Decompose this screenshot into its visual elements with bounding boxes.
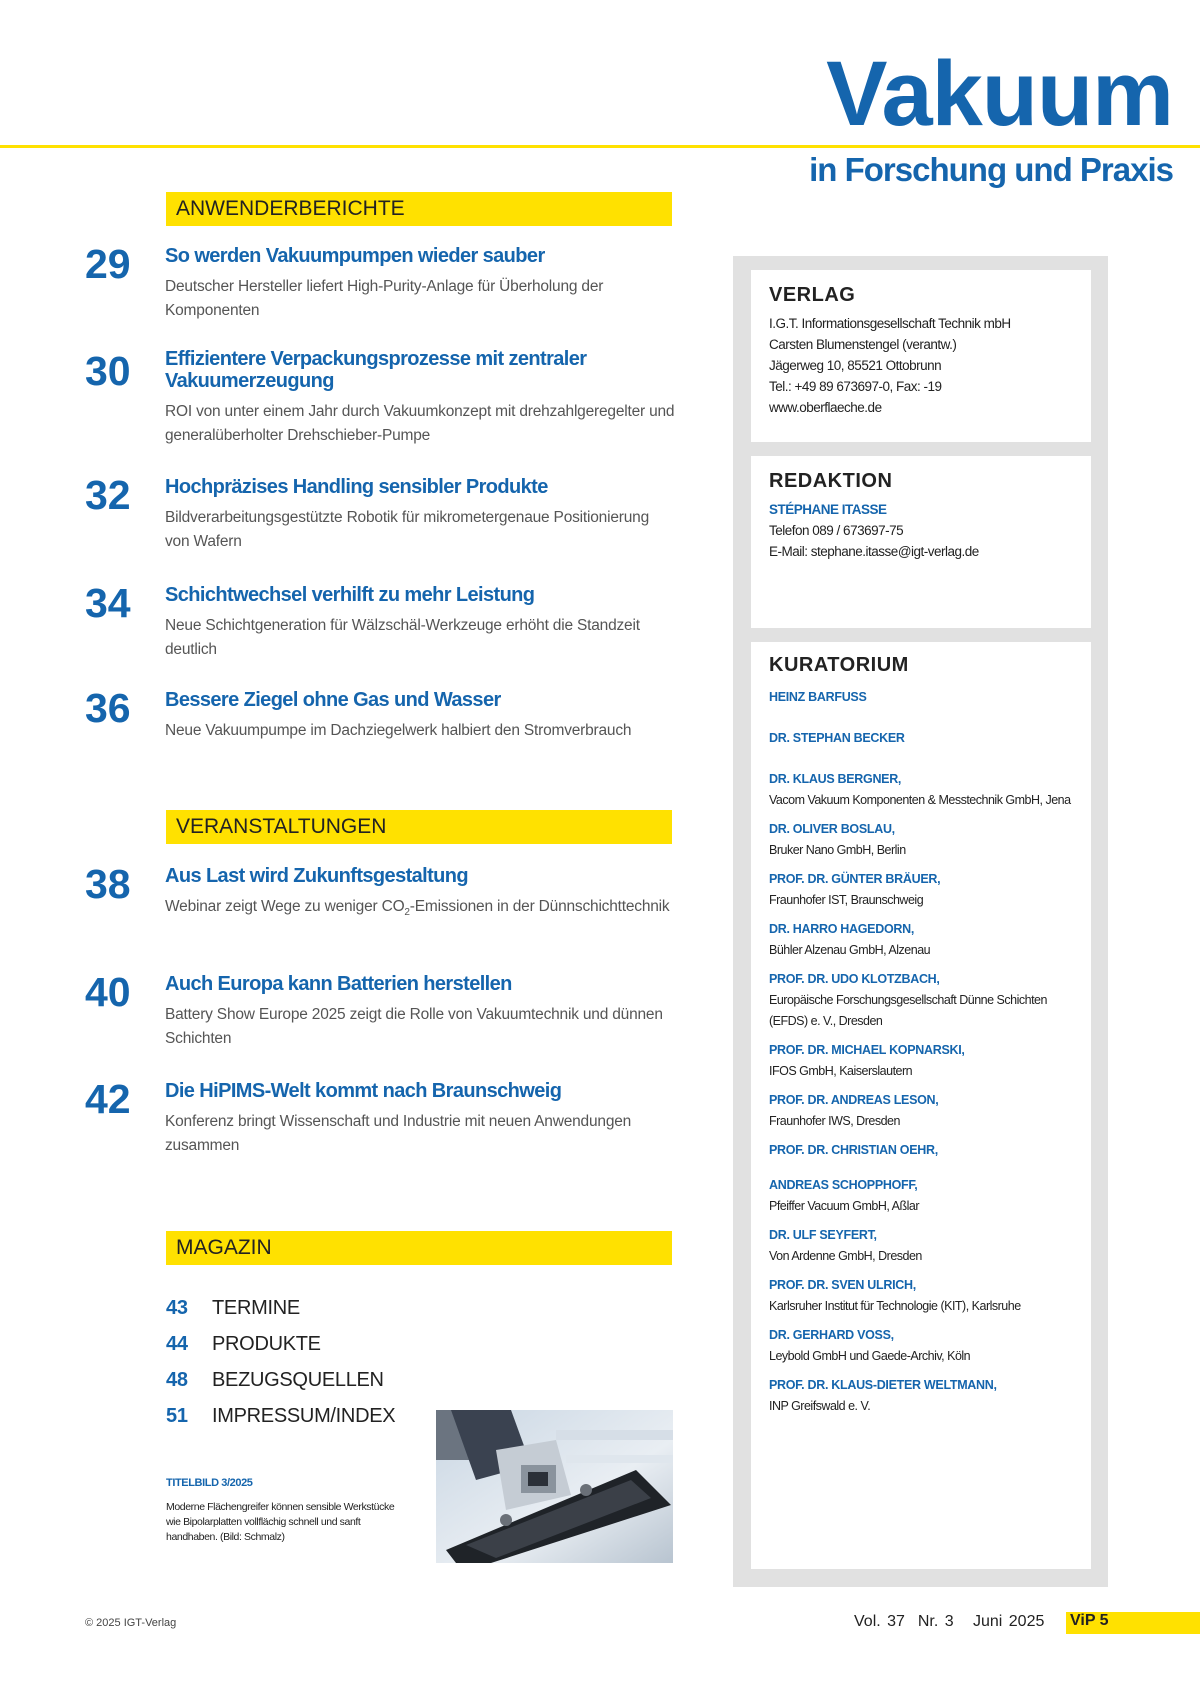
kuratorium-member-org: Fraunhofer IWS, Dresden	[769, 1114, 900, 1128]
kuratorium-member-org: Pfeiffer Vacuum GmbH, Aßlar	[769, 1199, 919, 1213]
copyright-notice: © 2025 IGT-Verlag	[85, 1617, 177, 1629]
verlag-box	[751, 270, 1091, 442]
kuratorium-member-name: ANDREAS SCHOPPHOFF,	[769, 1178, 918, 1192]
toc-page-number: 40	[85, 969, 131, 1015]
kuratorium-member-name: DR. ULF SEYFERT,	[769, 1228, 877, 1242]
toc-page-number: 29	[85, 241, 131, 287]
redaktion-heading: REDAKTION	[769, 470, 893, 492]
kuratorium-member-name: PROF. DR. SVEN ULRICH,	[769, 1278, 916, 1292]
toc-description: ROI von unter einem Jahr durch Vakuumkonzept mit drehzahlgeregelter und generalüberholter Drehschieber-Pumpe	[165, 403, 675, 444]
toc-title[interactable]: Aus Last wird Zukunftsgestaltung	[165, 865, 469, 887]
kuratorium-member-org: Von Ardenne GmbH, Dresden	[769, 1249, 922, 1263]
verlag-line: Jägerweg 10, 85521 Ottobrunn	[769, 358, 942, 373]
magazin-label: PRODUKTE	[212, 1333, 321, 1355]
magazin-label: BEZUGSQUELLEN	[212, 1369, 384, 1391]
volume: Vol. 37	[854, 1613, 905, 1630]
kuratorium-member-org: Karlsruher Institut für Technologie (KIT), Karlsruhe	[769, 1299, 1021, 1313]
cover-caption-text: Moderne Flächengreifer können sensible Werkstücke wie Bipolarplatten vollflächig schnell und sanft handhaben. (Bild: Schmalz)	[166, 1501, 395, 1543]
toc-description: Bildverarbeitungsgestützte Robotik für mikrometergenaue Positionierung von Wafern	[165, 509, 649, 550]
toc-title[interactable]: Schichtwechsel verhilft zu mehr Leistung	[165, 584, 535, 606]
toc-page-number: 30	[85, 348, 131, 394]
redaktion-email-link[interactable]: E-Mail: stephane.itasse@igt-verlag.de	[769, 544, 979, 559]
magazin-item[interactable]	[166, 1333, 321, 1356]
toc-description: Konferenz bringt Wissenschaft und Industrie mit neuen Anwendungen zusammen	[165, 1113, 632, 1154]
header-divider	[0, 145, 1200, 148]
subscript: 2	[404, 907, 410, 919]
cover-photo	[436, 1410, 673, 1563]
toc-title[interactable]: Bessere Ziegel ohne Gas und Wasser	[165, 689, 501, 711]
verlag-heading: VERLAG	[769, 284, 856, 306]
issue-info	[854, 1613, 1044, 1631]
magazin-label: IMPRESSUM/INDEX	[212, 1405, 396, 1427]
verlag-website-link[interactable]: www.oberflaeche.de	[769, 400, 882, 415]
toc-description: Neue Schichtgeneration für Wälzschäl-Werkzeuge erhöht die Standzeit deutlich	[165, 617, 640, 658]
kuratorium-heading: KURATORIUM	[769, 654, 909, 676]
kuratorium-member-org: Europäische Forschungsgesellschaft Dünne Schichten (EFDS) e. V., Dresden	[769, 993, 1047, 1028]
kuratorium-member-name: DR. STEPHAN BECKER	[769, 731, 905, 745]
magazin-item[interactable]	[166, 1369, 384, 1392]
kuratorium-member-name: PROF. DR. CHRISTIAN OEHR,	[769, 1143, 938, 1157]
kuratorium-box	[751, 642, 1091, 1569]
magazin-page-number: 44	[166, 1333, 188, 1355]
cover-photo-illustration	[436, 1410, 673, 1563]
desc-text: Webinar zeigt Wege zu weniger CO	[165, 898, 405, 915]
kuratorium-member-org: Bühler Alzenau GmbH, Alzenau	[769, 943, 931, 957]
section-header-veranstaltungen: VERANSTALTUNGEN	[166, 810, 672, 844]
kuratorium-member-name: PROF. DR. UDO KLOTZBACH,	[769, 972, 940, 986]
toc-title[interactable]: Hochpräzises Handling sensibler Produkte	[165, 476, 548, 498]
kuratorium-list	[769, 687, 1073, 1417]
issue-number: Nr. 3	[917, 1613, 954, 1630]
page-number-label: ViP 5	[1070, 1612, 1109, 1629]
kuratorium-member-name: DR. OLIVER BOSLAU,	[769, 822, 895, 836]
toc-description: Deutscher Hersteller liefert High-Purity-Anlage für Überholung der Komponenten	[165, 278, 604, 319]
section-header-magazin: MAGAZIN	[166, 1231, 672, 1265]
desc-text: -Emissionen in der Dünnschichttechnik	[409, 898, 670, 915]
toc-description: Neue Vakuumpumpe im Dachziegelwerk halbiert den Stromverbrauch	[165, 722, 632, 739]
toc-page-number: 34	[85, 580, 131, 626]
kuratorium-member-name: DR. HARRO HAGEDORN,	[769, 922, 914, 936]
kuratorium-member-org: INP Greifswald e. V.	[769, 1399, 871, 1413]
magazin-item[interactable]	[166, 1405, 395, 1428]
kuratorium-member-name: PROF. DR. GÜNTER BRÄUER,	[769, 872, 941, 886]
verlag-line: Tel.: +49 89 673697-0, Fax: -19	[769, 379, 942, 394]
toc-title[interactable]: Effizientere Verpackungsprozesse mit zentraler Vakuumerzeugung	[165, 348, 587, 392]
section-header-anwenderberichte: ANWENDERBERICHTE	[166, 192, 672, 226]
verlag-line: Carsten Blumenstengel (verantw.)	[769, 337, 957, 352]
redaktion-phone: Telefon 089 / 673697-75	[769, 523, 904, 538]
redaktion-editor-name: STÉPHANE ITASSE	[769, 502, 887, 517]
toc-description: Battery Show Europe 2025 zeigt die Rolle von Vakuumtechnik und dünnen Schichten	[165, 1006, 663, 1047]
toc-page-number: 36	[85, 685, 131, 731]
toc-title[interactable]: Die HiPIMS-Welt kommt nach Braunschweig	[165, 1080, 562, 1102]
info-panel	[733, 256, 1108, 1587]
kuratorium-member-name: PROF. DR. KLAUS-DIETER WELTMANN,	[769, 1378, 997, 1392]
kuratorium-member-name: PROF. DR. MICHAEL KOPNARSKI,	[769, 1043, 965, 1057]
toc-description	[165, 895, 675, 925]
page-number-badge	[1066, 1612, 1200, 1634]
kuratorium-member-name: PROF. DR. ANDREAS LESON,	[769, 1093, 939, 1107]
kuratorium-member-org: Bruker Nano GmbH, Berlin	[769, 843, 906, 857]
magazin-label: TERMINE	[212, 1297, 300, 1319]
issue-date: Juni 2025	[972, 1613, 1045, 1630]
kuratorium-member-org: Leybold GmbH und Gaede-Archiv, Köln	[769, 1349, 971, 1363]
magazin-page-number: 43	[166, 1297, 188, 1319]
toc-page-number: 38	[85, 861, 131, 907]
magazin-item[interactable]	[166, 1297, 300, 1320]
kuratorium-member-org: Vacom Vakuum Komponenten & Messtechnik GmbH, Jena	[769, 793, 1071, 807]
toc-page-number: 42	[85, 1076, 131, 1122]
magazine-subtitle: in Forschung und Praxis	[809, 151, 1173, 188]
kuratorium-member-name: DR. GERHARD VOSS,	[769, 1328, 894, 1342]
cover-caption-title: TITELBILD 3/2025	[166, 1477, 253, 1489]
redaktion-box	[751, 456, 1091, 628]
verlag-line: I.G.T. Informationsgesellschaft Technik mbH	[769, 316, 1011, 331]
magazine-brand: Vakuum	[826, 43, 1173, 145]
kuratorium-member-org: IFOS GmbH, Kaiserslautern	[769, 1064, 913, 1078]
magazin-page-number: 48	[166, 1369, 188, 1391]
toc-page-number: 32	[85, 472, 131, 518]
toc-title[interactable]: So werden Vakuumpumpen wieder sauber	[165, 245, 545, 267]
toc-title[interactable]: Auch Europa kann Batterien herstellen	[165, 973, 512, 995]
kuratorium-member-name: HEINZ BARFUSS	[769, 690, 867, 704]
kuratorium-member-name: DR. KLAUS BERGNER,	[769, 772, 902, 786]
kuratorium-member-org: Fraunhofer IST, Braunschweig	[769, 893, 924, 907]
magazin-page-number: 51	[166, 1405, 188, 1427]
